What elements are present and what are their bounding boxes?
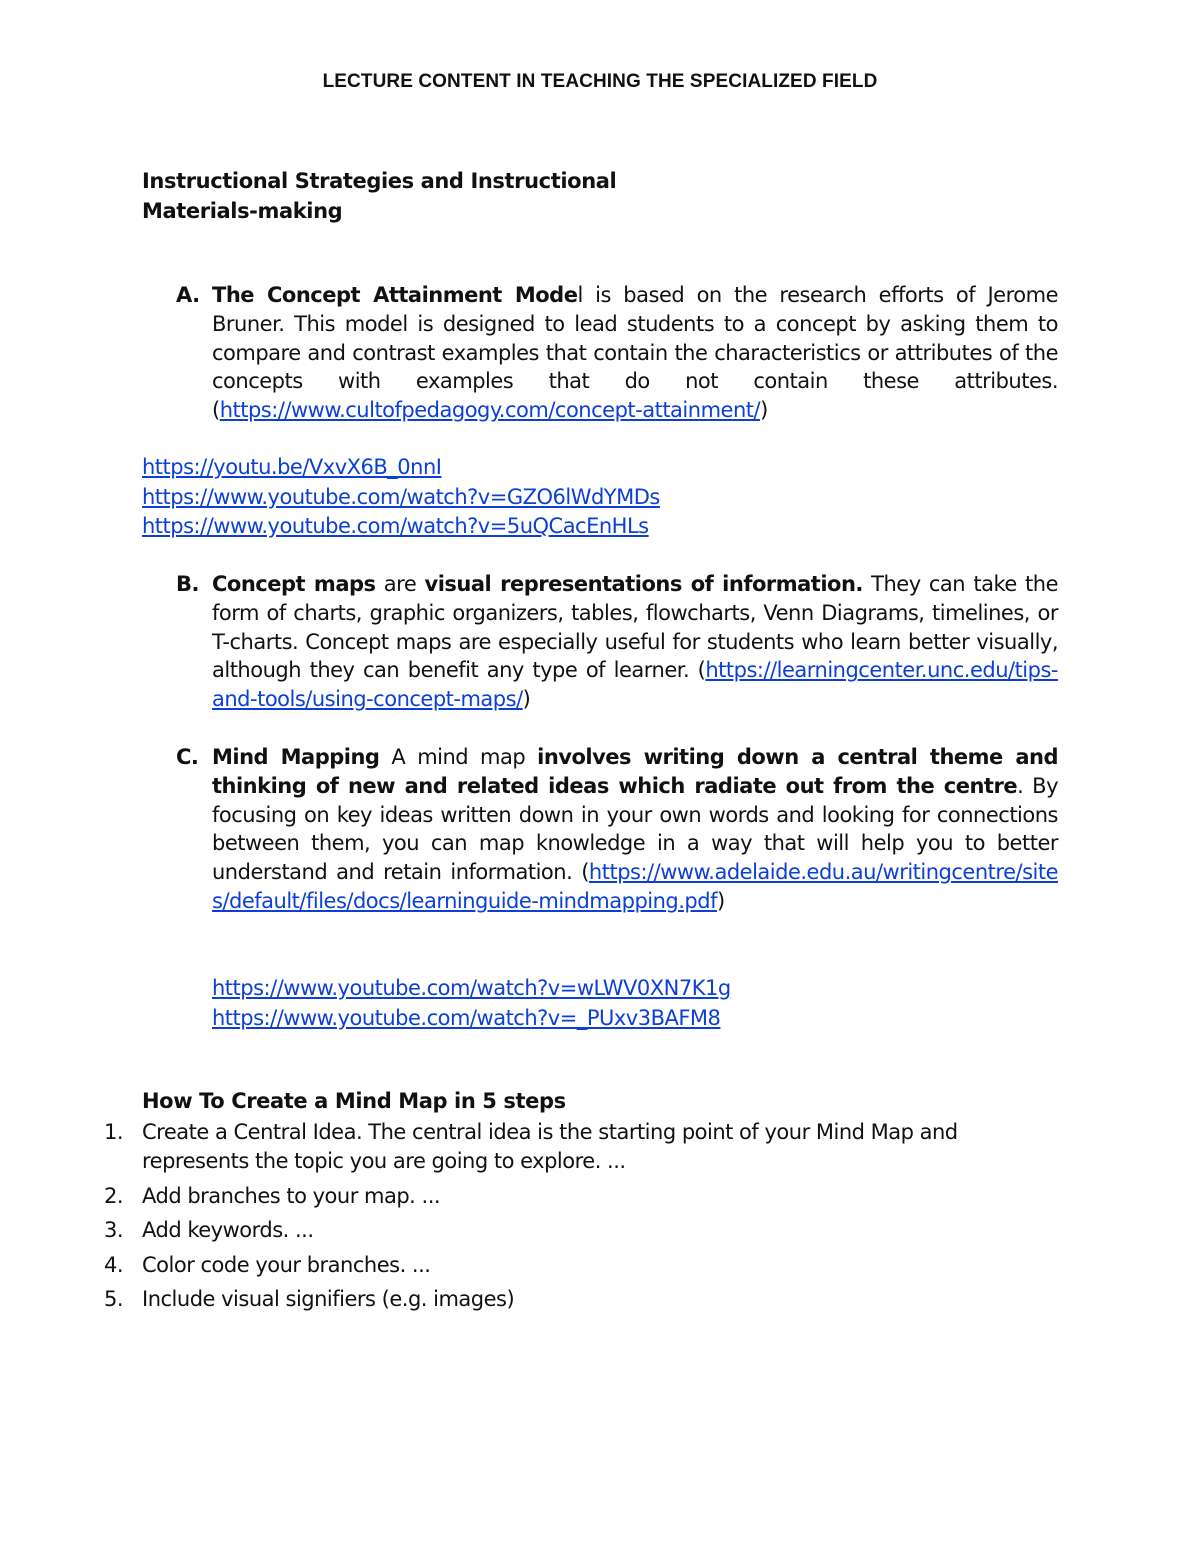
youtube-link-5[interactable]: https://www.youtube.com/watch?v=_PUxv3BAFM8 (212, 1005, 721, 1030)
step-number: 4. (104, 1252, 124, 1277)
concept-maps-definition: visual representations of information. (424, 572, 863, 596)
close-paren: ) (522, 687, 531, 712)
concept-attainment-term: The Concept Attainment Mode (212, 283, 578, 307)
section-heading-line-2: Materials-making (142, 199, 343, 223)
mind-mapping-definition: involves writing down a central theme and thinking of new and related ideas which radiate out from the centre (212, 745, 1058, 798)
list-item (104, 1118, 1058, 1176)
step-text: Include visual signifiers (e.g. images) (142, 1287, 515, 1311)
concept-attainment-description: is based on the research efforts of Jerome Bruner. This model is designed to lead students to a concept by asking them to compare and contrast examples that contain the characteristics or attributes of the concepts with examples that do not contain these attributes. ( (212, 283, 1058, 423)
item-marker-c: C. (176, 745, 199, 769)
step-number: 5. (104, 1287, 124, 1311)
step-text: Color code your branches. ... (142, 1252, 431, 1277)
list-item (104, 1182, 1058, 1211)
section-heading (142, 166, 616, 226)
step-text: Add branches to your map. ... (142, 1183, 441, 1208)
adelaide-link[interactable]: https://www.adelaide.edu.au/writingcentre/sites/default/files/docs/learninguide-mindmapping.pdf (212, 860, 1058, 913)
step-text: Create a Central Idea. The central idea is the starting point of your Mind Map and represents the topic you are going to explore. ... (142, 1120, 958, 1173)
mind-mapping-term: Mind Mapping (212, 745, 380, 769)
unc-link[interactable]: https://learningcenter.unc.edu/tips-and-tools/using-concept-maps/ (212, 658, 1058, 712)
concept-maps-term: Concept maps (212, 572, 376, 596)
concept-maps-description: They can take the form of charts, graphic organizers, tables, flowcharts, Venn Diagrams, timelines, or T-charts. Concept maps are especially useful for students who learn better visually, although they can benefit any type of learner. ( (212, 572, 1058, 683)
cultofpedagogy-link[interactable]: https://www.cultofpedagogy.com/concept-attainment/ (219, 398, 761, 423)
document-title: LECTURE CONTENT IN TEACHING THE SPECIALIZED FIELD (322, 71, 878, 92)
mind-mapping-item (176, 743, 1058, 916)
steps-heading: How To Create a Mind Map in 5 steps (142, 1089, 566, 1113)
list-item (104, 1285, 1058, 1314)
close-paren: ) (760, 398, 768, 423)
steps-list (104, 1118, 1058, 1320)
youtube-link-1[interactable]: https://youtu.be/VxvX6B_0nnI (142, 455, 442, 479)
item-marker-a: A. (176, 283, 200, 307)
youtube-link-3[interactable]: https://www.youtube.com/watch?v=5uQCacEnHLs (142, 514, 649, 538)
step-number: 2. (104, 1183, 124, 1208)
step-number: 3. (104, 1218, 124, 1242)
mind-mapping-description: . By focusing on key ideas written down in your own words and looking for connections between them, you can map knowledge in a way that will help you to better understand and retain information. ( (212, 773, 1058, 885)
close-paren: ) (716, 888, 725, 913)
concept-maps-are: are (375, 572, 425, 596)
concept-attainment-item (176, 281, 1058, 425)
list-item (104, 1216, 1058, 1245)
section-heading-line-1: Instructional Strategies and Instructional (142, 169, 617, 193)
list-item (104, 1251, 1058, 1280)
youtube-link-4[interactable]: https://www.youtube.com/watch?v=wLWV0XN7K1g (212, 976, 731, 1000)
item-marker-b: B. (176, 572, 199, 596)
youtube-link-2[interactable]: https://www.youtube.com/watch?v=GZO6lWdYMDs (142, 484, 660, 509)
mind-mapping-intro: A mind map (379, 745, 538, 769)
step-number: 1. (104, 1120, 124, 1144)
video-links-c (212, 974, 731, 1033)
concept-attainment-term-tail: l (577, 283, 583, 307)
concept-maps-item (176, 570, 1058, 714)
video-links-a (142, 453, 660, 542)
step-text: Add keywords. ... (142, 1218, 314, 1242)
